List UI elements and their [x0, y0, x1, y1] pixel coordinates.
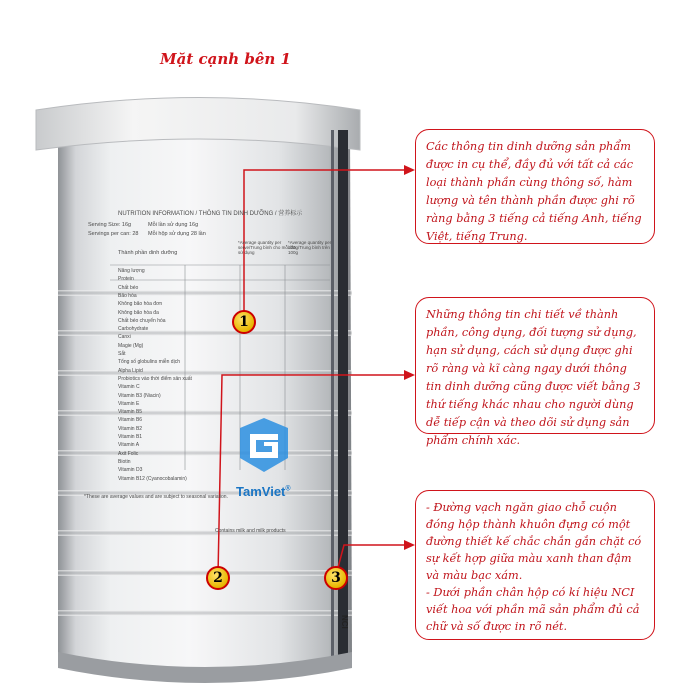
can-nutrition-heading: NUTRITION INFORMATION / THÔNG TIN DINH DƯỠNG / 营养标示 [118, 211, 303, 217]
can-nutrition-row: Sắt [118, 351, 126, 357]
can-nutrition-row: Vitamin C [118, 384, 140, 391]
can-nutrition-row: Bão hòa [118, 292, 137, 299]
tamviet-logo [236, 484, 291, 499]
can-nutrition-row: Vitamin E [118, 400, 140, 407]
can-col-ingredient: Thành phần dinh dưỡng [118, 250, 178, 256]
can-nutrition-row: Vitamin B2 [118, 425, 143, 432]
callout-badge-2: 2 [206, 566, 230, 590]
logo-mark: ® [285, 485, 291, 493]
can-vi-servings: Mỗi hộp sử dụng 28 lần [148, 231, 206, 237]
can-nutrition-row: Tổng số globulins miễn dịch [118, 359, 180, 366]
can-col-per-serving: *Average quantity per serve/Trung bình cho mỗi lần sử dụng [238, 240, 297, 255]
can-nutrition-row: Probiotics vào thời điểm sản xuất [118, 375, 192, 382]
callout-badge-3: 3 [324, 566, 348, 590]
note-1-text: Các thông tin dinh dưỡng sản phẩm được in cụ thể, đầy đủ với tất cả các loại thành phần cùng thông số, hàm lượng và tên thành phần được ghi rõ ràng bằng 3 tiếng cả tiếng Anh, tiếng Việt, tiếng Trung. [426, 140, 642, 243]
can-servings: Servings per can: 28 [88, 231, 139, 237]
can-nutrition-row: Canxi [118, 334, 131, 341]
can-nutrition-row: Chất béo [118, 284, 139, 291]
can-nci-code: NCI [340, 615, 349, 629]
can-nutrition-row: Biotin [118, 458, 131, 465]
logo-name: TamViet [236, 484, 286, 499]
can-nutrition-row: Magie (Mg) [118, 342, 144, 349]
can-nutrition-row: Không bão hòa đơn [118, 301, 163, 308]
can-col-per-100g: *Average quantity per 100g/Trung bình trên 100g [288, 240, 332, 255]
callout-note-3 [415, 490, 655, 640]
can-nutrition-row: Carbohydrate [118, 326, 149, 333]
can-nutrition-row: Vitamin B3 (Niacin) [118, 392, 161, 399]
can-nutrition-row: Vitamin A [118, 442, 140, 449]
page-title: Mặt cạnh bên 1 [160, 50, 291, 68]
callout-badge-1: 1 [232, 310, 256, 334]
can-ingredients-tail: Contains milk and milk products [215, 528, 286, 534]
can-seasonal-note: *These are average values and are subject to seasonal variation. [84, 494, 228, 500]
can-nutrition-row: Vitamin B1 [118, 434, 143, 440]
note-3a-text: - Đường vạch ngăn giao chỗ cuộn đóng hộp thành khuôn đựng có một đường thiết kế chắc chắn gắn chặt có sự kết hợp giữa màu xanh than đậm và màu bạc xám. [426, 501, 642, 582]
can-serving-size: Serving Size: 16g [88, 222, 132, 228]
callout-note-2 [415, 297, 655, 447]
note-2-text: Những thông tin chi tiết về thành phần, công dụng, đối tượng sử dụng, hạn sử dụng, cách sử dụng được ghi rõ ràng và kĩ càng ngay dưới thông tin dinh dưỡng cũng được viết bằng 3 thứ tiếng khác nhau cho người dùng dễ tiếp cận và theo dõi sử dụng sản phẩm chính xác. [426, 308, 641, 447]
can-nutrition-row: Vitamin B6 [118, 417, 143, 424]
can-nutrition-row: Vitamin D3 [118, 467, 143, 474]
can-nutrition-row: Vitamin B12 (Cyanocobalamin) [118, 475, 187, 482]
can-nutrition-row: Chất béo chuyển hóa [118, 317, 166, 324]
can-nutrition-row: Không bão hòa đa [118, 309, 159, 316]
can-nutrition-row: Axit Folic [118, 450, 139, 457]
can-nutrition-row: Năng lượng [118, 268, 145, 274]
can-vi-serving-size: Mỗi lần sử dụng 16g [148, 222, 199, 228]
callout-note-1 [415, 129, 655, 244]
can-nutrition-row: Alpha Lipid [118, 367, 143, 374]
can-nutrition-row: Vitamin B5 [118, 409, 143, 416]
can-nutrition-row: Protein [118, 276, 134, 283]
note-3b-text: - Dưới phần chân hộp có kí hiệu NCI viết hoa với phần mã sản phẩm đủ cả chữ và số được in rõ nét. [426, 586, 640, 633]
